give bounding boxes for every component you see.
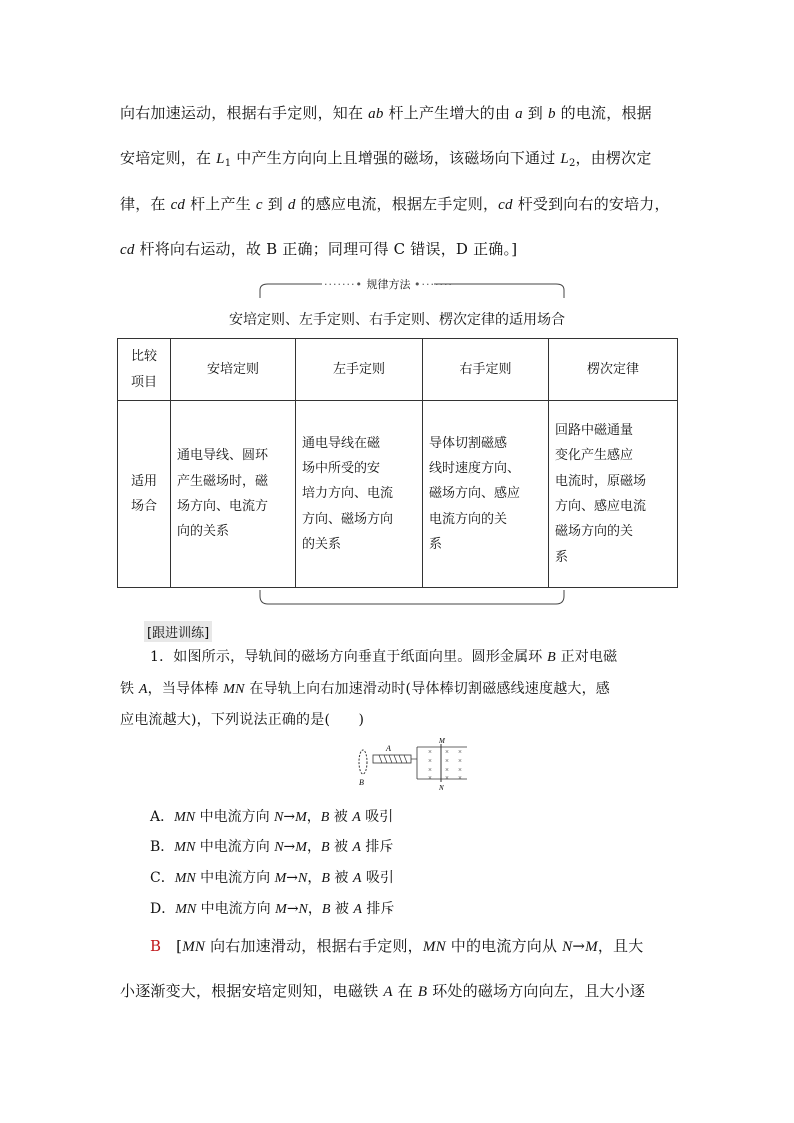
metal-ring-b	[359, 750, 367, 774]
option-d: D．MN 中电流方向 M→N，B 被 A 排斥	[150, 901, 395, 917]
table-cell: 通电导线在磁 场中所受的安 培力方向、电流 方向、磁场方向 的关系	[296, 401, 423, 588]
answer-letter: B	[150, 937, 162, 955]
field-marks	[428, 748, 462, 782]
paragraph-line-2: 安培定则，在 $L_1$ 中产生方向向上且增强的磁场，该磁场向下通过 $L_2$，由楞次定	[120, 149, 652, 169]
svg-text:×: ×	[445, 757, 449, 765]
option-c: C．MN 中电流方向 M→N，B 被 A 吸引	[150, 870, 394, 886]
rules-comparison-table	[117, 338, 678, 588]
method-tag: ·······• 规律方法 •·······	[324, 278, 453, 291]
header-cell: 安培定则	[171, 339, 296, 401]
paragraph-line-4: cd 杆将向右运动，故 B 正确；同理可得 C 错误，D 正确。]	[120, 240, 518, 258]
label-n: N	[439, 784, 444, 790]
follow-up-training-badge: [跟进训练]	[144, 621, 212, 642]
option-a: A．MN 中电流方向 N→M，B 被 A 吸引	[150, 809, 394, 825]
svg-text:×: ×	[445, 766, 449, 774]
section-footer-ornament	[258, 588, 566, 608]
table-cell: 导体切割磁感 线时速度方向、 磁场方向、感应 电流方向的关 系	[423, 401, 549, 588]
table-cell: 通电导线、圆环 产生磁场时，磁 场方向、电流方 向的关系	[171, 401, 296, 588]
header-cell: 楞次定律	[549, 339, 678, 401]
circuit-figure	[355, 738, 473, 790]
label-m: M	[439, 738, 445, 745]
header-cell: 比较 项目	[118, 339, 171, 401]
label-a: A	[386, 744, 391, 753]
svg-text:×: ×	[428, 757, 432, 765]
svg-text:×: ×	[458, 748, 462, 756]
svg-text:×: ×	[458, 766, 462, 774]
svg-text:×: ×	[458, 757, 462, 765]
svg-text:×: ×	[428, 748, 432, 756]
header-cell: 右手定则	[423, 339, 549, 401]
svg-text:×: ×	[445, 774, 449, 782]
paragraph-line-3: 律，在 cd 杆上产生 c 到 d 的感应电流，根据左手定则，cd 杆受到向右的安培力，	[120, 195, 670, 213]
table-row	[118, 401, 678, 588]
paragraph-line-1: 向右加速运动，根据右手定则，知在 ab 杆上产生增大的由 a 到 b 的电流，根据	[120, 104, 652, 122]
answer-line-1: B [MN 向右加速滑动，根据右手定则，MN 中的电流方向从 N→M，且大	[150, 937, 644, 955]
question-line-1: 1．如图所示，导轨间的磁场方向垂直于纸面向里。圆形金属环 B 正对电磁	[150, 649, 618, 665]
answer-line-2: 小逐渐变大，根据安培定则知，电磁铁 A 在 B 环处的磁场方向向左，且大小逐	[120, 982, 646, 1000]
question-line-3: 应电流越大)，下列说法正确的是( )	[120, 712, 365, 728]
option-b: B．MN 中电流方向 N→M，B 被 A 排斥	[150, 839, 394, 855]
svg-text:×: ×	[428, 774, 432, 782]
header-cell: 左手定则	[296, 339, 423, 401]
question-line-2: 铁 A，当导体棒 MN 在导轨上向右加速滑动时(导体棒切割磁感线速度越大，感	[120, 681, 610, 697]
svg-text:×: ×	[458, 774, 462, 782]
svg-text:×: ×	[428, 766, 432, 774]
table-caption: 安培定则、左手定则、右手定则、楞次定律的适用场合	[229, 312, 565, 328]
table-cell: 回路中磁通量 变化产生感应 电流时，原磁场 方向、感应电流 磁场方向的关 系	[549, 401, 678, 588]
label-b: B	[359, 778, 364, 787]
row-label: 适用 场合	[118, 401, 171, 588]
table-header-row	[118, 339, 678, 401]
svg-text:×: ×	[445, 748, 449, 756]
